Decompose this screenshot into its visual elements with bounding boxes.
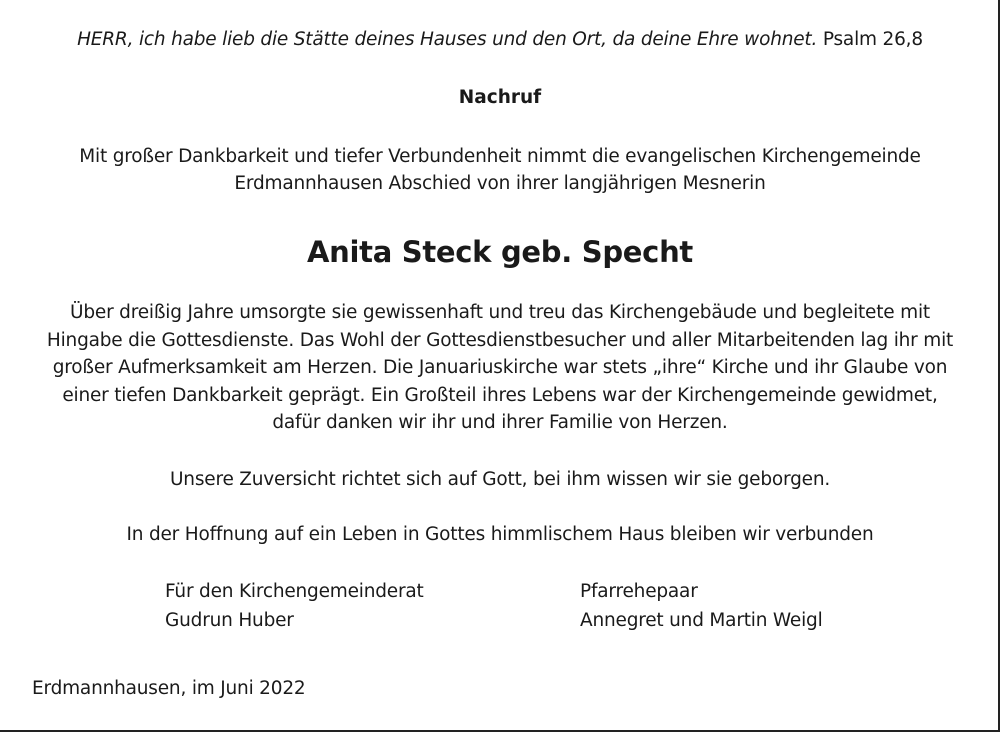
tribute-paragraph (0, 299, 1000, 437)
place-and-date: Erdmannhausen, im Juni 2022 (32, 678, 306, 699)
hope-statement: In der Hoffnung auf ein Leben in Gottes himmlischem Haus bleiben wir verbunden (126, 524, 874, 545)
tribute-line: dafür danken wir ihr und ihrer Familie von Herzen. (272, 412, 728, 433)
verse-reference: Psalm 26,8 (822, 29, 923, 50)
signature-role: Für den Kirchengemeinderat (165, 581, 424, 602)
tribute-line: Über dreißig Jahre umsorgte sie gewissenhaft und treu das Kirchengebäude und begleitete mit (70, 302, 930, 323)
signature-name: Annegret und Martin Weigl (580, 610, 823, 631)
signature-pastors (580, 577, 823, 635)
verse-text: HERR, ich habe lieb die Stätte deines Hauses und den Ort, da deine Ehre wohnet. (77, 29, 818, 50)
notice-heading: Nachruf (458, 87, 542, 108)
signature-name: Gudrun Huber (165, 610, 294, 631)
intro-line: Mit großer Dankbarkeit und tiefer Verbundenheit nimmt die evangelischen Kirchengemeinde (79, 146, 921, 167)
signature-role: Pfarrehepaar (580, 581, 698, 602)
signature-council (165, 577, 424, 635)
intro-line: Erdmannhausen Abschied von ihrer langjährigen Mesnerin (234, 173, 766, 194)
tribute-line: Hingabe die Gottesdienste. Das Wohl der Gottesdienstbesucher und aller Mitarbeitenden lag ihr mit (46, 329, 954, 351)
tribute-line: großer Aufmerksamkeit am Herzen. Die Januariuskirche war stets „ihre“ Kirche und ihr Glaube von (52, 357, 948, 378)
bible-verse (0, 28, 1000, 52)
tribute-line: einer tiefen Dankbarkeit geprägt. Ein Großteil ihres Lebens war der Kirchengemeinde gewidmet, (62, 384, 938, 406)
deceased-name: Anita Steck geb. Specht (307, 235, 693, 269)
trust-statement: Unsere Zuversicht richtet sich auf Gott, bei ihm wissen wir sie geborgen. (169, 469, 831, 490)
intro-paragraph (0, 143, 1000, 197)
